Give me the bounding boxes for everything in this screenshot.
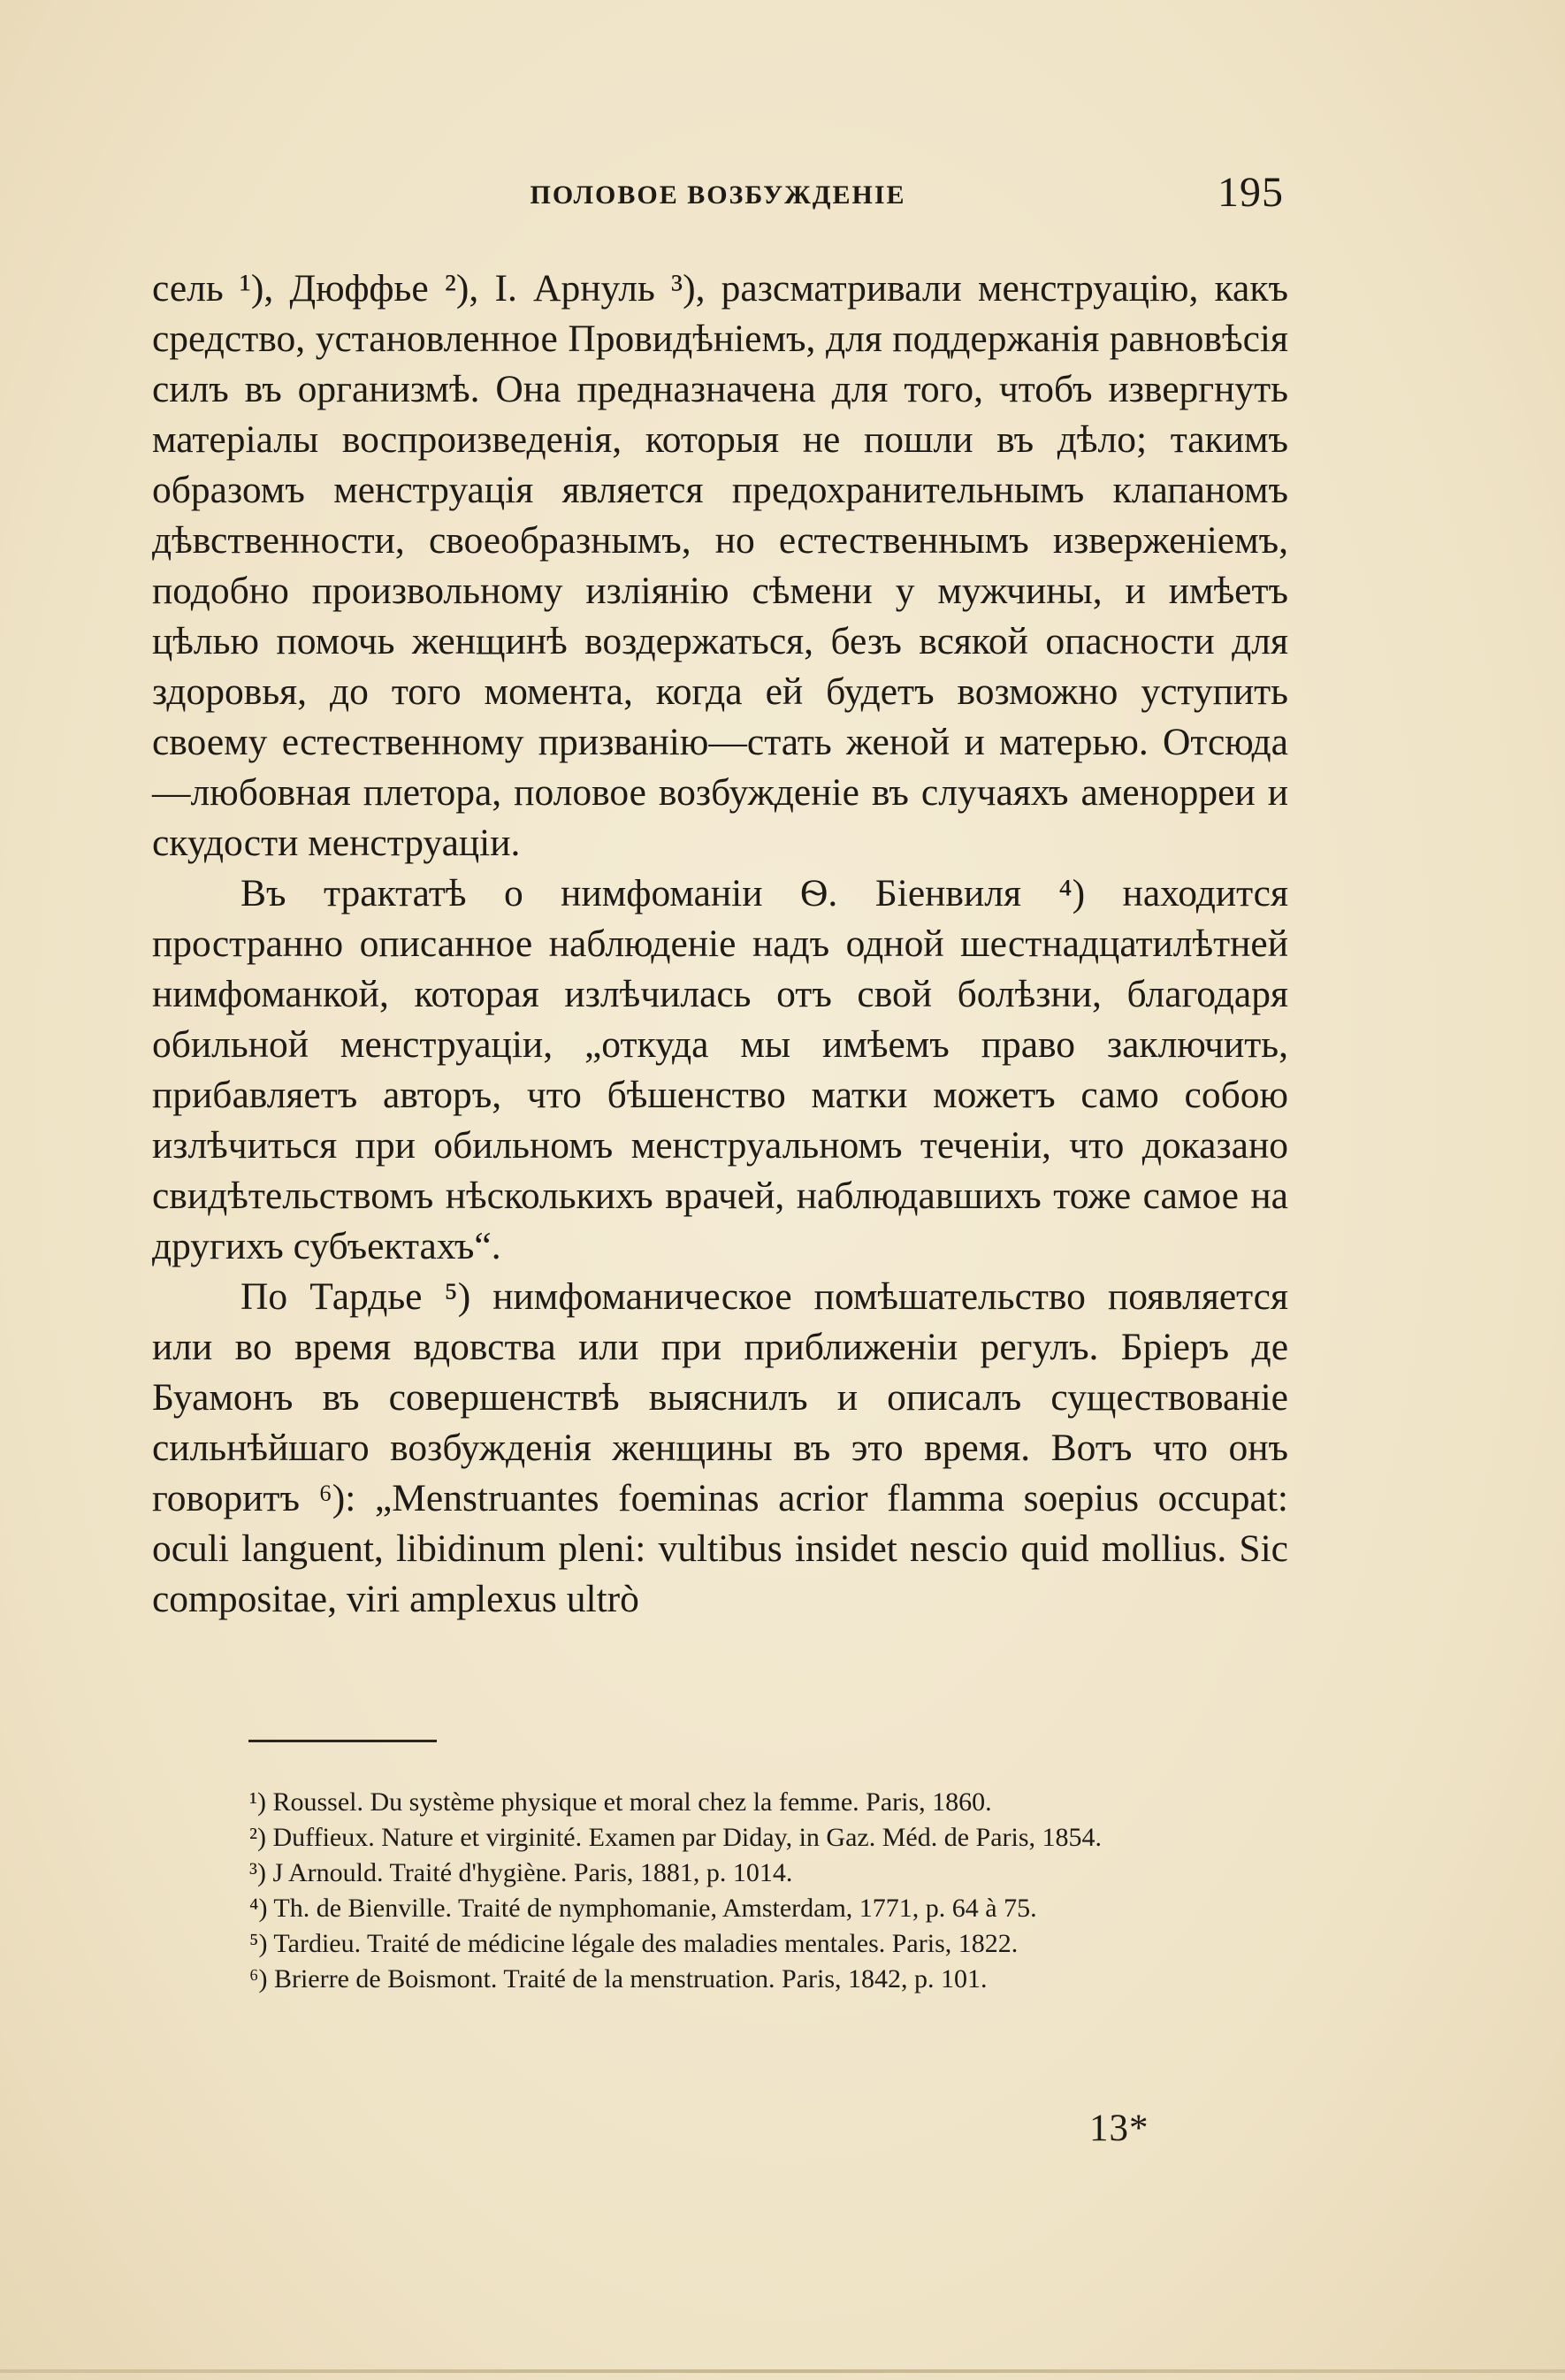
running-title: ПОЛОВОЕ ВОЗБУЖДЕНІЕ	[530, 180, 906, 210]
signature-mark: 13*	[1089, 2108, 1149, 2149]
body-text	[152, 264, 1288, 1625]
paragraph: сель ¹), Дюффье ²), І. Арнуль ³), разсматривали менструацію, какъ средство, установленное Провидѣніемъ, для поддержанія равновѣсія силъ въ организмѣ. Она предназначена для того, чтобъ извергнуть матеріалы воспроизведенія, которыя не пошли въ дѣло; такимъ образомъ менструація является предохранительнымъ клапаномъ дѣвственности, своеобразнымъ, но естественнымъ изверженіемъ, подобно произвольному изліянію сѣмени у мужчины, и имѣетъ цѣлью помочь женщинѣ воздержаться, безъ всякой опасности для здоровья, до того момента, когда ей будетъ возможно уступить своему естественному призванію—стать женой и матерью. Отсюда—любовная плетора, половое возбужденіе въ случаяхъ аменорреи и скудости менструаціи.	[152, 267, 1288, 864]
footnotes	[152, 1785, 1288, 1997]
footnote: ³) J Arnould. Traité d'hygiène. Paris, 1881, p. 1014.	[249, 1858, 793, 1887]
page-header	[152, 168, 1284, 230]
footnote: ⁶) Brierre de Boismont. Traité de la menstruation. Paris, 1842, p. 101.	[249, 1964, 988, 1994]
footnote: ¹) Roussel. Du système physique et moral chez la femme. Paris, 1860.	[249, 1787, 992, 1817]
footnote: ⁵) Tardieu. Traité de médicine légale des maladies mentales. Paris, 1822.	[249, 1929, 1019, 1958]
paragraph: По Тардье ⁵) нимфоманическое помѣшательство появляется или во время вдовства или при приближеніи регулъ. Бріеръ де Буамонъ въ совершенствѣ выяснилъ и описалъ существованіе сильнѣйшаго возбужденія женщины въ это время. Вотъ что онъ говоритъ ⁶): „Menstruantes foeminas acrior flamma soepius occupat: oculi languent, libidinum pleni: vultibus insidet nescio quid mollius. Sic compositae, viri amplexus ultrò	[152, 1275, 1288, 1620]
footnote: ⁴) Th. de Bienville. Traité de nymphomanie, Amsterdam, 1771, p. 64 à 75.	[249, 1894, 1037, 1923]
page-number: 195	[1218, 169, 1284, 216]
footnote-divider	[248, 1740, 437, 1742]
page-edge	[0, 2369, 1565, 2373]
paragraph: Въ трактатѣ о нимфоманіи Ѳ. Біенвиля ⁴) находится пространно описанное наблюденіе надъ одной шестнадцатилѣтней нимфоманкой, которая излѣчилась отъ свой болѣзни, благодаря обильной менструаціи, „откуда мы имѣемъ право заключить, прибавляетъ авторъ, что бѣшенство матки можетъ само собою излѣчиться при обильномъ менструальномъ теченіи, что доказано свидѣтельствомъ нѣсколькихъ врачей, наблюдавшихъ тоже самое на другихъ субъектахъ“.	[152, 872, 1288, 1267]
footnote: ²) Duffieux. Nature et virginité. Examen par Diday, in Gaz. Méd. de Paris, 1854.	[249, 1823, 1103, 1852]
